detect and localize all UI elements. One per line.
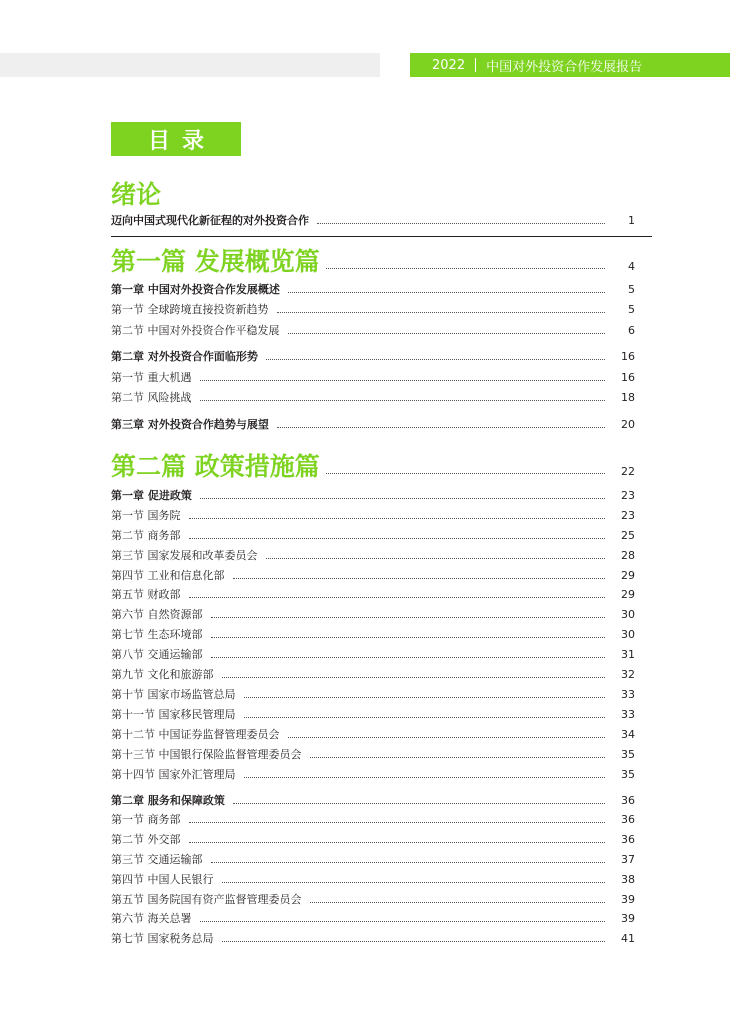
dot-leader: [326, 473, 605, 474]
toc-entry-page: 33: [621, 687, 635, 701]
toc-section-entry[interactable]: [111, 811, 635, 827]
intro-title: 绪论: [111, 180, 162, 209]
toc-chapter-entry[interactable]: [111, 281, 635, 297]
toc-entry-label: 第七节 生态环境部: [111, 628, 203, 641]
toc-entry-page: 20: [621, 417, 635, 431]
toc-entry-page: 30: [621, 627, 635, 641]
part-heading[interactable]: [111, 247, 635, 277]
part-title: 第一篇 发展概览篇: [111, 247, 320, 276]
dot-leader: [244, 717, 606, 718]
toc-entry-page: 33: [621, 707, 635, 721]
dot-leader: [200, 380, 606, 381]
toc-entry-page: 36: [621, 793, 635, 807]
part-page: 4: [628, 260, 635, 273]
toc-entry-label: 第一节 商务部: [111, 813, 181, 826]
toc-entry-page: 37: [621, 852, 635, 866]
toc-entry-label: 第十节 国家市场监管总局: [111, 688, 236, 701]
toc-section-entry[interactable]: [111, 851, 635, 867]
dot-leader: [244, 777, 606, 778]
dot-leader: [189, 822, 606, 823]
toc-entry-label: 第十二节 中国证券监督管理委员会: [111, 728, 280, 741]
toc-section-entry[interactable]: [111, 646, 635, 662]
toc-chapter-entry[interactable]: [111, 416, 635, 432]
toc-section-entry[interactable]: [111, 686, 635, 702]
toc-entry-label: 第二节 风险挑战: [111, 391, 192, 404]
header-year: 2022: [432, 57, 466, 73]
dot-leader: [222, 941, 606, 942]
toc-entry-page: 16: [621, 349, 635, 363]
dot-leader: [200, 921, 606, 922]
toc-entry-page: 39: [621, 911, 635, 925]
toc-chapter-entry[interactable]: [111, 792, 635, 808]
toc-entry-page: 23: [621, 488, 635, 502]
dot-leader: [266, 558, 606, 559]
toc-entry-label: 第九节 文化和旅游部: [111, 668, 214, 681]
toc-section-entry[interactable]: [111, 726, 635, 742]
toc-entry-page: 5: [628, 302, 635, 316]
toc-entry-label: 第一节 国务院: [111, 509, 181, 522]
header-divider: [475, 58, 476, 72]
part-heading[interactable]: [111, 452, 635, 482]
toc-section-entry[interactable]: [111, 891, 635, 907]
toc-title: 目录: [111, 122, 241, 156]
toc-entry-label: 第三节 国家发展和改革委员会: [111, 549, 258, 562]
divider-rule: [111, 236, 652, 237]
dot-leader: [266, 359, 605, 360]
toc-entry-page: 23: [621, 508, 635, 522]
dot-leader: [288, 737, 606, 738]
toc-entry-page: 35: [621, 767, 635, 781]
toc-entry-page: 41: [621, 931, 635, 945]
toc-entry-page: 32: [621, 667, 635, 681]
part-title: 第二篇 政策措施篇: [111, 452, 320, 481]
toc-entry-page: 36: [621, 832, 635, 846]
toc-entry-label: 第二章 服务和保障政策: [111, 794, 225, 807]
toc-section-entry[interactable]: [111, 527, 635, 543]
toc-section-entry[interactable]: [111, 389, 635, 405]
toc-chapter-entry[interactable]: [111, 487, 635, 503]
toc-entry-page: 25: [621, 528, 635, 542]
toc-section-entry[interactable]: [111, 586, 635, 602]
toc-section-entry[interactable]: [111, 746, 635, 762]
toc-entry-page: 34: [621, 727, 635, 741]
toc-entry-page: 35: [621, 747, 635, 761]
toc-section-entry[interactable]: [111, 706, 635, 722]
toc-entry-label: 第二节 外交部: [111, 833, 181, 846]
toc-entry-page: 39: [621, 892, 635, 906]
toc-section-entry[interactable]: [111, 322, 635, 338]
toc-section-entry[interactable]: [111, 507, 635, 523]
dot-leader: [211, 637, 606, 638]
toc-section-entry[interactable]: [111, 369, 635, 385]
toc-entry-label: 第一章 促进政策: [111, 489, 192, 502]
dot-leader: [310, 757, 606, 758]
dot-leader: [211, 862, 606, 863]
dot-leader: [277, 312, 606, 313]
header-report-title: 中国对外投资合作发展报告: [486, 59, 643, 75]
toc-entry-label: 第二章 对外投资合作面临形势: [111, 350, 258, 363]
part-page: 22: [621, 465, 635, 478]
dot-leader: [326, 268, 605, 269]
header-gray-bar: [0, 53, 380, 77]
toc-entry-label: 第八节 交通运输部: [111, 648, 203, 661]
dot-leader: [211, 657, 606, 658]
toc-section-entry[interactable]: [111, 606, 635, 622]
toc-entry-label: 第一节 重大机遇: [111, 371, 192, 384]
toc-section-entry[interactable]: [111, 910, 635, 926]
dot-leader: [200, 498, 605, 499]
dot-leader: [310, 902, 606, 903]
toc-entry-page: 18: [621, 390, 635, 404]
toc-section-entry[interactable]: [111, 871, 635, 887]
dot-leader: [233, 803, 605, 804]
toc-entry-label: 第五节 国务院国有资产监督管理委员会: [111, 893, 302, 906]
toc-entry-label: 第六节 海关总署: [111, 912, 192, 925]
dot-leader: [189, 518, 606, 519]
toc-entry-page: 29: [621, 587, 635, 601]
toc-section-entry[interactable]: [111, 301, 635, 317]
dot-leader: [233, 578, 606, 579]
toc-entry-label: 迈向中国式现代化新征程的对外投资合作: [111, 214, 309, 227]
toc-section-entry[interactable]: [111, 666, 635, 682]
toc-entry-page: 31: [621, 647, 635, 661]
dot-leader: [244, 697, 606, 698]
toc-entry-page: 16: [621, 370, 635, 384]
toc-entry-label: 第三章 对外投资合作趋势与展望: [111, 418, 269, 431]
toc-section-entry[interactable]: [111, 930, 635, 946]
toc-entry[interactable]: [111, 212, 635, 228]
toc-entry-page: 28: [621, 548, 635, 562]
dot-leader: [277, 427, 605, 428]
toc-entry-label: 第五节 财政部: [111, 588, 181, 601]
toc-entry-label: 第十四节 国家外汇管理局: [111, 768, 236, 781]
dot-leader: [317, 223, 605, 224]
toc-entry-label: 第十三节 中国银行保险监督管理委员会: [111, 748, 302, 761]
dot-leader: [189, 597, 606, 598]
toc-entry-page: 5: [628, 282, 635, 296]
dot-leader: [222, 677, 606, 678]
toc-entry-label: 第七节 国家税务总局: [111, 932, 214, 945]
header-green-bar: [410, 53, 730, 77]
dot-leader: [189, 842, 606, 843]
toc-entry-label: 第二节 中国对外投资合作平稳发展: [111, 324, 280, 337]
toc-entry-label: 第一章 中国对外投资合作发展概述: [111, 283, 280, 296]
toc-entry-label: 第六节 自然资源部: [111, 608, 203, 621]
toc-entry-label: 第四节 工业和信息化部: [111, 569, 225, 582]
toc-entry-page: 38: [621, 872, 635, 886]
dot-leader: [288, 292, 605, 293]
toc-entry-page: 29: [621, 568, 635, 582]
toc-entry-label: 第一节 全球跨境直接投资新趋势: [111, 303, 269, 316]
toc-section-entry[interactable]: [111, 766, 635, 782]
toc-section-entry[interactable]: [111, 626, 635, 642]
dot-leader: [200, 400, 606, 401]
toc-section-entry[interactable]: [111, 567, 635, 583]
toc-entry-label: 第十一节 国家移民管理局: [111, 708, 236, 721]
toc-entry-label: 第二节 商务部: [111, 529, 181, 542]
toc-entry-page: 30: [621, 607, 635, 621]
toc-section-entry[interactable]: [111, 831, 635, 847]
toc-entry-label: 第三节 交通运输部: [111, 853, 203, 866]
dot-leader: [222, 882, 606, 883]
toc-chapter-entry[interactable]: [111, 348, 635, 364]
dot-leader: [189, 538, 606, 539]
toc-entry-page: 36: [621, 812, 635, 826]
dot-leader: [211, 617, 606, 618]
toc-entry-page: 1: [628, 213, 635, 227]
toc-entry-page: 6: [628, 323, 635, 337]
toc-section-entry[interactable]: [111, 547, 635, 563]
dot-leader: [288, 333, 606, 334]
toc-entry-label: 第四节 中国人民银行: [111, 873, 214, 886]
